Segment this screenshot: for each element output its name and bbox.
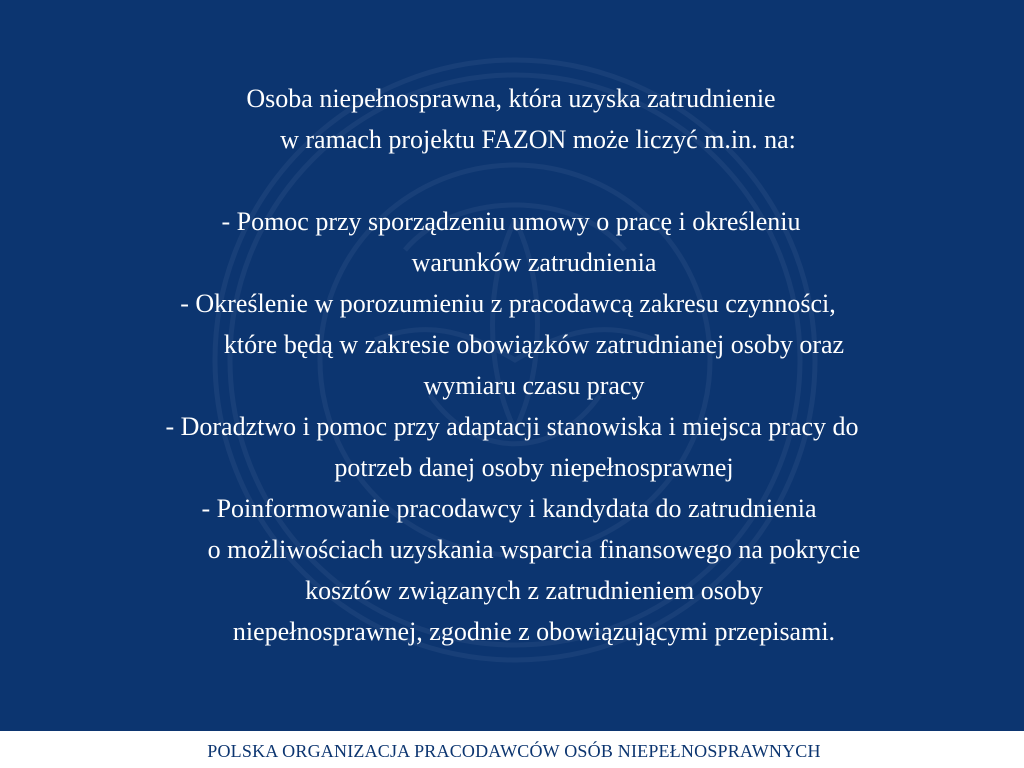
item-1-line-1: - Pomoc przy sporządzeniu umowy o pracę i określeniu — [221, 207, 801, 236]
footer — [0, 736, 1024, 768]
slide-content — [0, 78, 1024, 652]
heading-line-2: w ramach projektu FAZON może liczyć m.in. na: — [280, 125, 796, 154]
item-2-line-2: które będą w zakresie obowiązków zatrudnianej osoby oraz — [223, 330, 845, 359]
item-4-line-1: - Poinformowanie pracodawcy i kandydata do zatrudnienia — [201, 494, 817, 523]
item-4-line-2: o możliwościach uzyskania wsparcia finansowego na pokrycie — [207, 535, 861, 564]
item-3-line-2: potrzeb danej osoby niepełnosprawnej — [334, 453, 734, 482]
heading-line-1: Osoba niepełnosprawna, która uzyska zatrudnienie — [246, 84, 776, 113]
item-2-line-3: wymiaru czasu pracy — [423, 371, 645, 400]
spacer — [0, 160, 1024, 201]
item-4-line-3: kosztów związanych z zatrudnieniem osoby — [305, 576, 763, 605]
item-2-line-1: - Określenie w porozumieniu z pracodawcą zakresu czynności, — [180, 289, 836, 318]
item-3-line-1: - Doradztwo i pomoc przy adaptacji stanowiska i miejsca pracy do — [165, 412, 859, 441]
item-1-line-2: warunków zatrudnienia — [411, 248, 657, 277]
item-4-line-4: niepełnosprawnej, zgodnie z obowiązującymi przepisami. — [232, 617, 836, 646]
footer-organization-name: POLSKA ORGANIZACJA PRACODAWCÓW OSÓB NIEPEŁNOSPRAWNYCH — [207, 741, 821, 761]
